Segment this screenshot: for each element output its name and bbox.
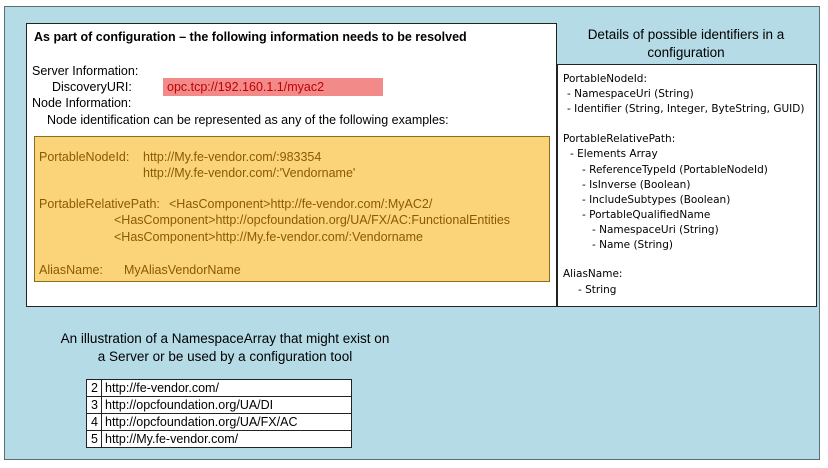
server-info-label: Server Information: <box>32 64 139 78</box>
details-line: - String <box>578 284 617 296</box>
alias-label: AliasName: <box>39 263 103 277</box>
table-row <box>87 414 352 431</box>
details-line: - NamespaceUri (String) <box>592 224 719 236</box>
details-line: - ReferenceTypeId (PortableNodeId) <box>582 164 768 176</box>
namespace-index: 5 <box>87 431 102 448</box>
details-line: - PortableQualifiedName <box>582 209 711 221</box>
details-line: PortableRelativePath: <box>563 133 676 145</box>
relpath-line-3: <HasComponent>http://My.fe-vendor.com/:Vendorname <box>114 230 423 244</box>
illustration-line-2: a Server or be used by a configuration tool <box>97 349 353 364</box>
namespace-uri: http://opcfoundation.org/UA/FX/AC <box>102 414 352 431</box>
relpath-line-1: <HasComponent>http://fe-vendor.com/:MyAC2/ <box>169 197 433 211</box>
details-line: - Elements Array <box>570 148 658 160</box>
nodeid-label: PortableNodeId: <box>39 150 130 164</box>
details-line: - NamespaceUri (String) <box>567 88 694 100</box>
namespace-index: 2 <box>87 380 102 397</box>
namespace-index: 3 <box>87 397 102 414</box>
namespace-uri: http://My.fe-vendor.com/ <box>102 431 352 448</box>
details-line: - IsInverse (Boolean) <box>582 179 691 191</box>
namespace-array-table <box>86 379 352 448</box>
discovery-uri-label: DiscoveryURI: <box>52 80 132 94</box>
node-info-description: Node identification can be represented as any of the following examples: <box>47 113 449 127</box>
details-line: - Name (String) <box>592 239 673 251</box>
details-title: Details of possible identifiers in a configuration <box>587 27 785 60</box>
details-line: PortableNodeId: <box>563 73 647 85</box>
nodeid-example-2: http://My.fe-vendor.com/:'Vendorname' <box>143 166 356 180</box>
relpath-line-2: <HasComponent>http://opcfoundation.org/UA/FX/AC:FunctionalEntities <box>114 213 511 227</box>
table-row <box>87 431 352 448</box>
node-info-label: Node Information: <box>32 96 132 110</box>
configuration-heading: As part of configuration – the following information needs to be resolved <box>34 30 467 44</box>
illustration-caption <box>0 330 450 366</box>
table-row <box>87 397 352 414</box>
details-line: - IncludeSubtypes (Boolean) <box>582 194 731 206</box>
nodeid-example-1: http://My.fe-vendor.com/:983354 <box>143 150 322 164</box>
table-row <box>87 380 352 397</box>
illustration-line-1: An illustration of a NamespaceArray that might exist on <box>60 331 390 346</box>
namespace-uri: http://fe-vendor.com/ <box>102 380 352 397</box>
details-line: AliasName: <box>563 268 623 280</box>
details-line: - Identifier (String, Integer, ByteString, GUID) <box>567 103 805 115</box>
namespace-index: 4 <box>87 414 102 431</box>
relpath-label: PortableRelativePath: <box>39 197 160 211</box>
alias-value: MyAliasVendorName <box>124 263 241 277</box>
namespace-uri: http://opcfoundation.org/UA/DI <box>102 397 352 414</box>
discovery-uri-value: opc.tcp://192.160.1.1/myac2 <box>163 78 383 96</box>
